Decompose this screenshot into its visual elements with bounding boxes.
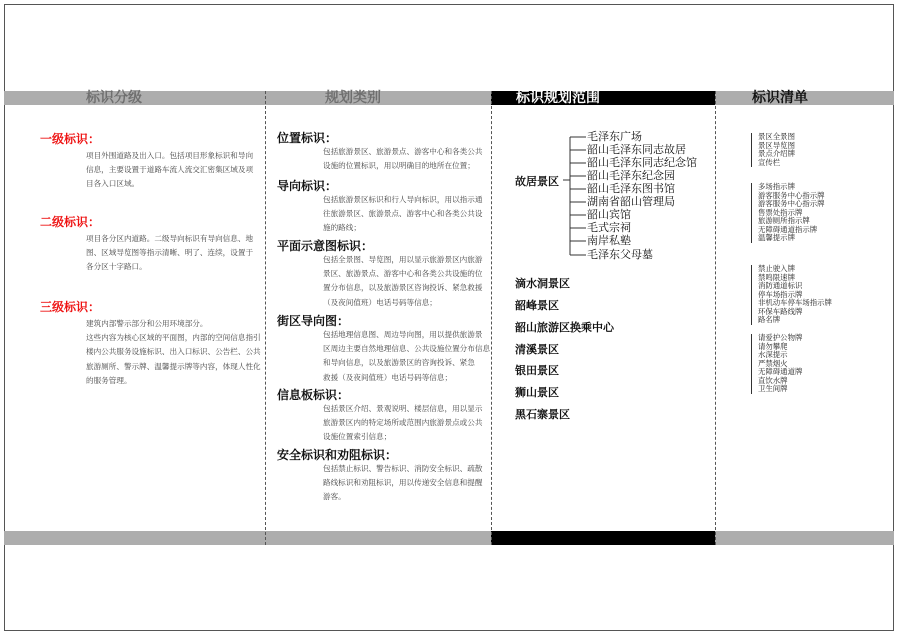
site-item: 韶山宾馆	[587, 208, 631, 221]
sign-list-item: 非机动车停车场指示牌	[758, 298, 832, 307]
category-title: 安全标识和劝阻标识：	[277, 448, 398, 462]
site-item: 毛泽东广场	[587, 130, 642, 143]
sign-list-item: 禁鸣限速牌	[758, 272, 795, 282]
category-description: 包括旅游景区标识和行人导向标识，用以指示通 往旅游景区、旅游景点、游客中心和各类公共设 施的路线；	[323, 195, 483, 233]
category-description: 包括地理信息图、周边导向图，用以提供旅游景 区周边主要自然地理信息、公共设施位置分布信息 和导向信息，以及旅游景区的咨询投诉、紧急 救援（及夜间值班）电话号码等信息；	[323, 330, 491, 382]
scenic-area: 韶峰景区	[515, 299, 559, 312]
scenic-area: 清溪景区	[515, 343, 559, 356]
scenic-area: 狮山景区	[515, 386, 559, 399]
sign-list-item: 直饮水牌	[758, 375, 788, 385]
site-item: 毛式宗祠	[587, 221, 631, 234]
sign-list-item: 景区导览图	[758, 140, 795, 150]
site-item: 湖南省韶山管理局	[587, 195, 675, 208]
sign-list-group	[751, 183, 825, 243]
footer-highlight	[491, 531, 715, 545]
site-item: 南岸私塾	[587, 234, 631, 247]
category-description: 包括旅游景区、旅游景点、游客中心和各类公共 设施的位置标识，用以明确目的地所在位置；	[323, 147, 483, 171]
column-divider	[715, 91, 716, 545]
site-item: 韶山毛泽东图书馆	[587, 182, 675, 195]
scenic-area: 银田景区	[515, 364, 559, 377]
sign-list-item: 环保车路线牌	[758, 306, 803, 316]
scenic-area: 黑石寨景区	[515, 408, 570, 421]
sign-list-item: 禁止驶入牌	[758, 264, 795, 273]
header-levels: 标识分级	[86, 90, 142, 106]
column-divider	[491, 91, 492, 545]
sign-list-item: 水深提示	[758, 350, 788, 359]
sign-list-item: 请爱护公物牌	[758, 333, 803, 342]
site-item: 韶山毛泽东纪念园	[587, 169, 675, 182]
site-item: 韶山毛泽东同志纪念馆	[587, 156, 697, 169]
scenic-area: 故居景区	[515, 175, 559, 188]
category-title: 平面示意图标识：	[277, 239, 374, 253]
sign-list-item: 请勿攀爬	[758, 341, 788, 351]
sign-list-item: 路名牌	[758, 315, 781, 324]
level-description: 项目各分区内道路。二级导向标识有导向信息、地 图、区域导览图等指示清晰、明了、连续，设置于 各分区十字路口。	[86, 234, 254, 272]
sign-list-item: 严禁烟火	[758, 358, 788, 368]
level-title: 二级标识：	[40, 215, 101, 229]
level-description: 建筑内部警示部分和公用环境部分。 这些内容为核心区域的平面图，内部的空间信息指引 楼内公共服务设施标识、出入口标识、公告栏、公共 旅游厕所、警示牌、温馨提示牌等内容，体现人性化 的服务管理。	[86, 319, 261, 385]
sign-list-item: 多场指示牌	[758, 182, 795, 191]
header-categories: 规划类别	[325, 90, 381, 106]
sign-list-item: 无障碍通道指示牌	[758, 224, 818, 234]
level-title: 三级标识：	[40, 300, 101, 314]
category-description: 包括禁止标识、警告标识、消防安全标识、疏散 路线标识和劝阻标识，用以传递安全信息和提醒 游客。	[323, 464, 483, 502]
category-description: 包括全景图、导览图，用以显示旅游景区内旅游 景区、旅游景点、游客中心和各类公共设施的位 置分布信息，以及旅游景区咨询投诉、紧急救援 （及夜间值班）电话号码等信息；	[323, 255, 483, 307]
sign-list-item: 游客服务中心指示牌	[758, 199, 825, 208]
category-description: 包括景区介绍、景观说明、楼层信息，用以显示 旅游景区内的特定场所或范围内旅游景点或公共 设施位置索引信息；	[323, 404, 483, 442]
category-title: 信息板标识：	[277, 388, 350, 402]
header-scope: 标识规划范围	[516, 90, 600, 106]
sign-list-item: 旅游厕所指示牌	[758, 216, 810, 225]
header-list: 标识清单	[752, 90, 808, 106]
sign-list-item: 景区全景图	[758, 132, 795, 141]
sign-list-item: 宣传栏	[758, 157, 781, 167]
footer-band	[4, 531, 894, 545]
category-title: 导向标识：	[277, 179, 338, 193]
sign-list-item: 温馨提示牌	[758, 233, 795, 242]
sign-list-item: 售票处指示牌	[758, 207, 803, 217]
site-item: 毛泽东父母墓	[587, 248, 653, 261]
scenic-area: 韶山旅游区换乘中心	[515, 321, 614, 334]
sign-list-item: 停车场指示牌	[758, 289, 803, 299]
sign-list-group	[751, 334, 802, 394]
level-description: 项目外围道路及出入口。包括项目形象标识和导向 信息，主要设置于道路车流人流交汇密集区域及项 目各入口区域。	[86, 151, 254, 189]
site-item: 韶山毛泽东同志故居	[587, 143, 686, 156]
sign-list-item: 卫生间牌	[758, 384, 788, 393]
tree-connector	[560, 130, 590, 260]
level-title: 一级标识：	[40, 132, 101, 146]
scenic-area: 滴水洞景区	[515, 277, 570, 290]
column-divider	[265, 91, 266, 545]
sign-list-item: 游客服务中心指示牌	[758, 190, 825, 200]
sign-list-item: 无障碍通道牌	[758, 367, 803, 376]
sign-list-group	[751, 265, 832, 325]
category-title: 街区导向图：	[277, 314, 350, 328]
sign-list-item: 景点介绍牌	[758, 149, 795, 158]
sign-list-group	[751, 133, 795, 167]
sign-list-item: 消防通道标识	[758, 281, 803, 290]
category-title: 位置标识：	[277, 131, 338, 145]
